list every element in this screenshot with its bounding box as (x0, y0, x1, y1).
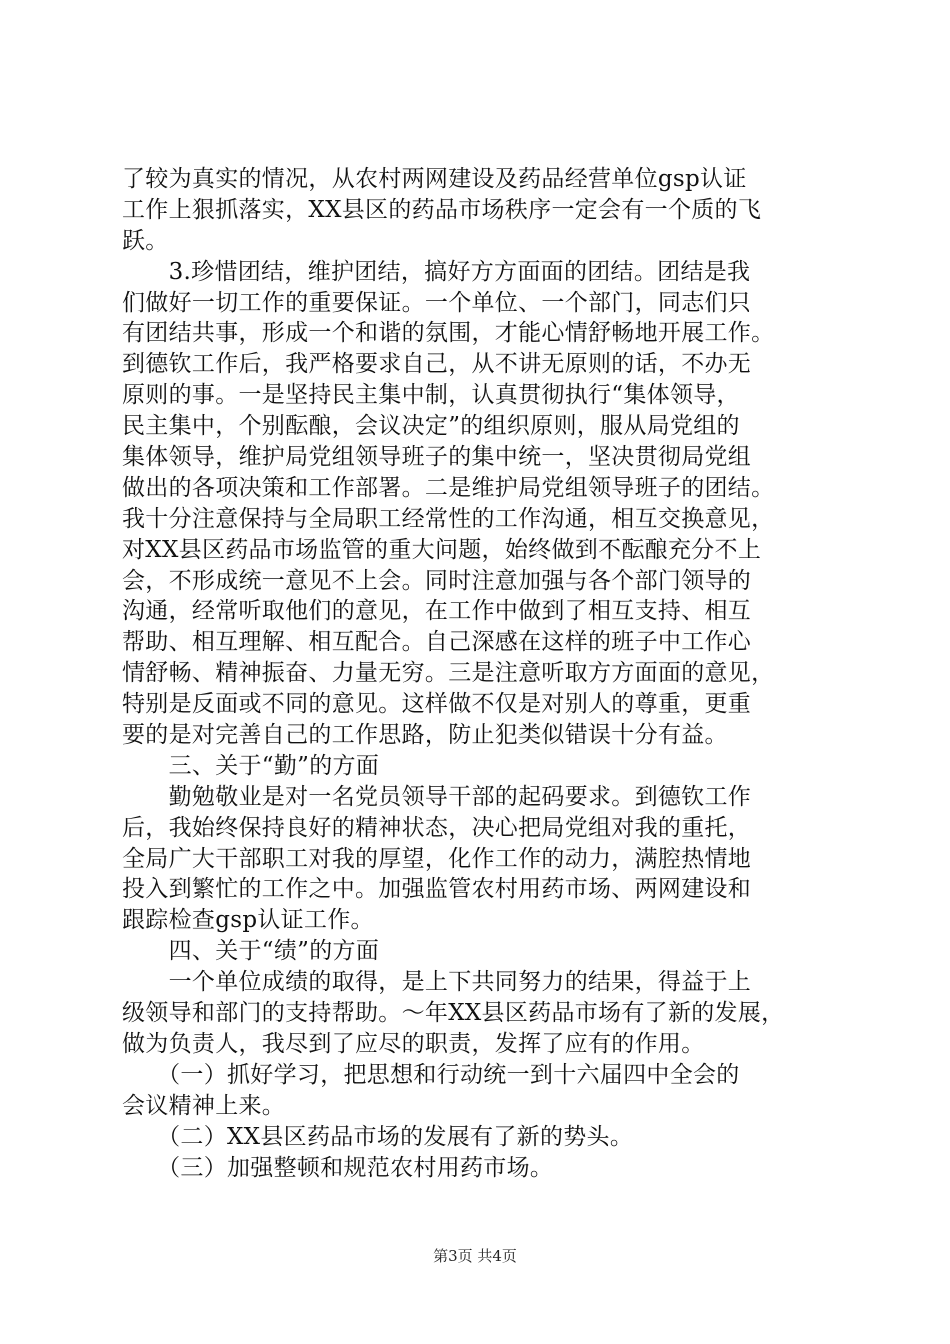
text-line: 要的是对完善自己的工作思路，防止犯类似错误十分有益。 (122, 722, 728, 749)
list-item: （二）XX县区药品市场的发展有了新的势头。 (122, 1123, 634, 1150)
text-line: 原则的事。一是坚持民主集中制，认真贯彻执行“集体领导， (122, 382, 740, 409)
text-line: 工作上狠抓落实，XX县区的药品市场秩序一定会有一个质的飞 (122, 196, 762, 223)
text-line: 沟通，经常听取他们的意见，在工作中做到了相互支持、相互 (122, 598, 752, 625)
text-line: 我十分注意保持与全局职工经常性的工作沟通，相互交换意见， (122, 505, 775, 532)
text-line: 做为负责人，我尽到了应尽的职责，发挥了应有的作用。 (122, 1030, 705, 1057)
text-line: 了较为真实的情况，从农村两网建设及药品经营单位gsp认证 (122, 166, 747, 192)
text-line: 集体领导，维护局党组领导班子的集中统一，坚决贯彻局党组 (122, 444, 752, 471)
section-heading: 四、关于“绩”的方面 (122, 938, 380, 965)
list-item: （三）加强整顿和规范农村用药市场。 (122, 1154, 554, 1181)
text-line: 投入到繁忙的工作之中。加强监管农村用药市场、两网建设和 (122, 876, 752, 903)
text-line: 帮助、相互理解、相互配合。自己深感在这样的班子中工作心 (122, 629, 752, 656)
text-line: 后，我始终保持良好的精神状态，决心把局党组对我的重托， (122, 814, 752, 841)
text-line: 级领导和部门的支持帮助。～年XX县区药品市场有了新的发展， (122, 1000, 785, 1027)
document-body (122, 164, 837, 1183)
text-line: 跃。 (122, 227, 169, 254)
text-line: 一个单位成绩的取得，是上下共同努力的结果，得益于上 (122, 969, 752, 996)
text-line: 有团结共事，形成一个和谐的氛围，才能心情舒畅地开展工作。 (122, 320, 775, 347)
text-line: 3.珍惜团结，维护团结，搞好方方面面的团结。团结是我 (122, 258, 751, 285)
text-line: 对XX县区药品市场监管的重大问题，始终做到不酝酿充分不上 (122, 536, 762, 563)
section-heading: 三、关于“勤”的方面 (122, 752, 380, 779)
text-line: 做出的各项决策和工作部署。二是维护局党组领导班子的团结。 (122, 474, 775, 501)
text-line: 勤勉敬业是对一名党员领导干部的起码要求。到德钦工作 (122, 783, 752, 810)
text-line: 全局广大干部职工对我的厚望，化作工作的动力，满腔热情地 (122, 845, 752, 872)
text-line: 会，不形成统一意见不上会。同时注意加强与各个部门领导的 (122, 567, 752, 594)
text-line: 跟踪检查gsp认证工作。 (122, 907, 374, 934)
text-line: 们做好一切工作的重要保证。一个单位、一个部门，同志们只 (122, 289, 752, 316)
text-line: 情舒畅、精神振奋、力量无穷。三是注意听取方方面面的意见， (122, 660, 775, 687)
text-line: 会议精神上来。 (122, 1092, 286, 1119)
list-item: （一）抓好学习，把思想和行动统一到十六届四中全会的 (122, 1061, 740, 1088)
page-number-footer: 第3页 共4页 (433, 1247, 517, 1265)
text-line: 到德钦工作后，我严格要求自己，从不讲无原则的话，不办无 (122, 351, 752, 378)
text-line: 民主集中，个别酝酿，会议决定”的组织原则，服从局党组的 (122, 413, 740, 440)
text-line: 特别是反面或不同的意见。这样做不仅是对别人的尊重，更重 (122, 691, 752, 718)
